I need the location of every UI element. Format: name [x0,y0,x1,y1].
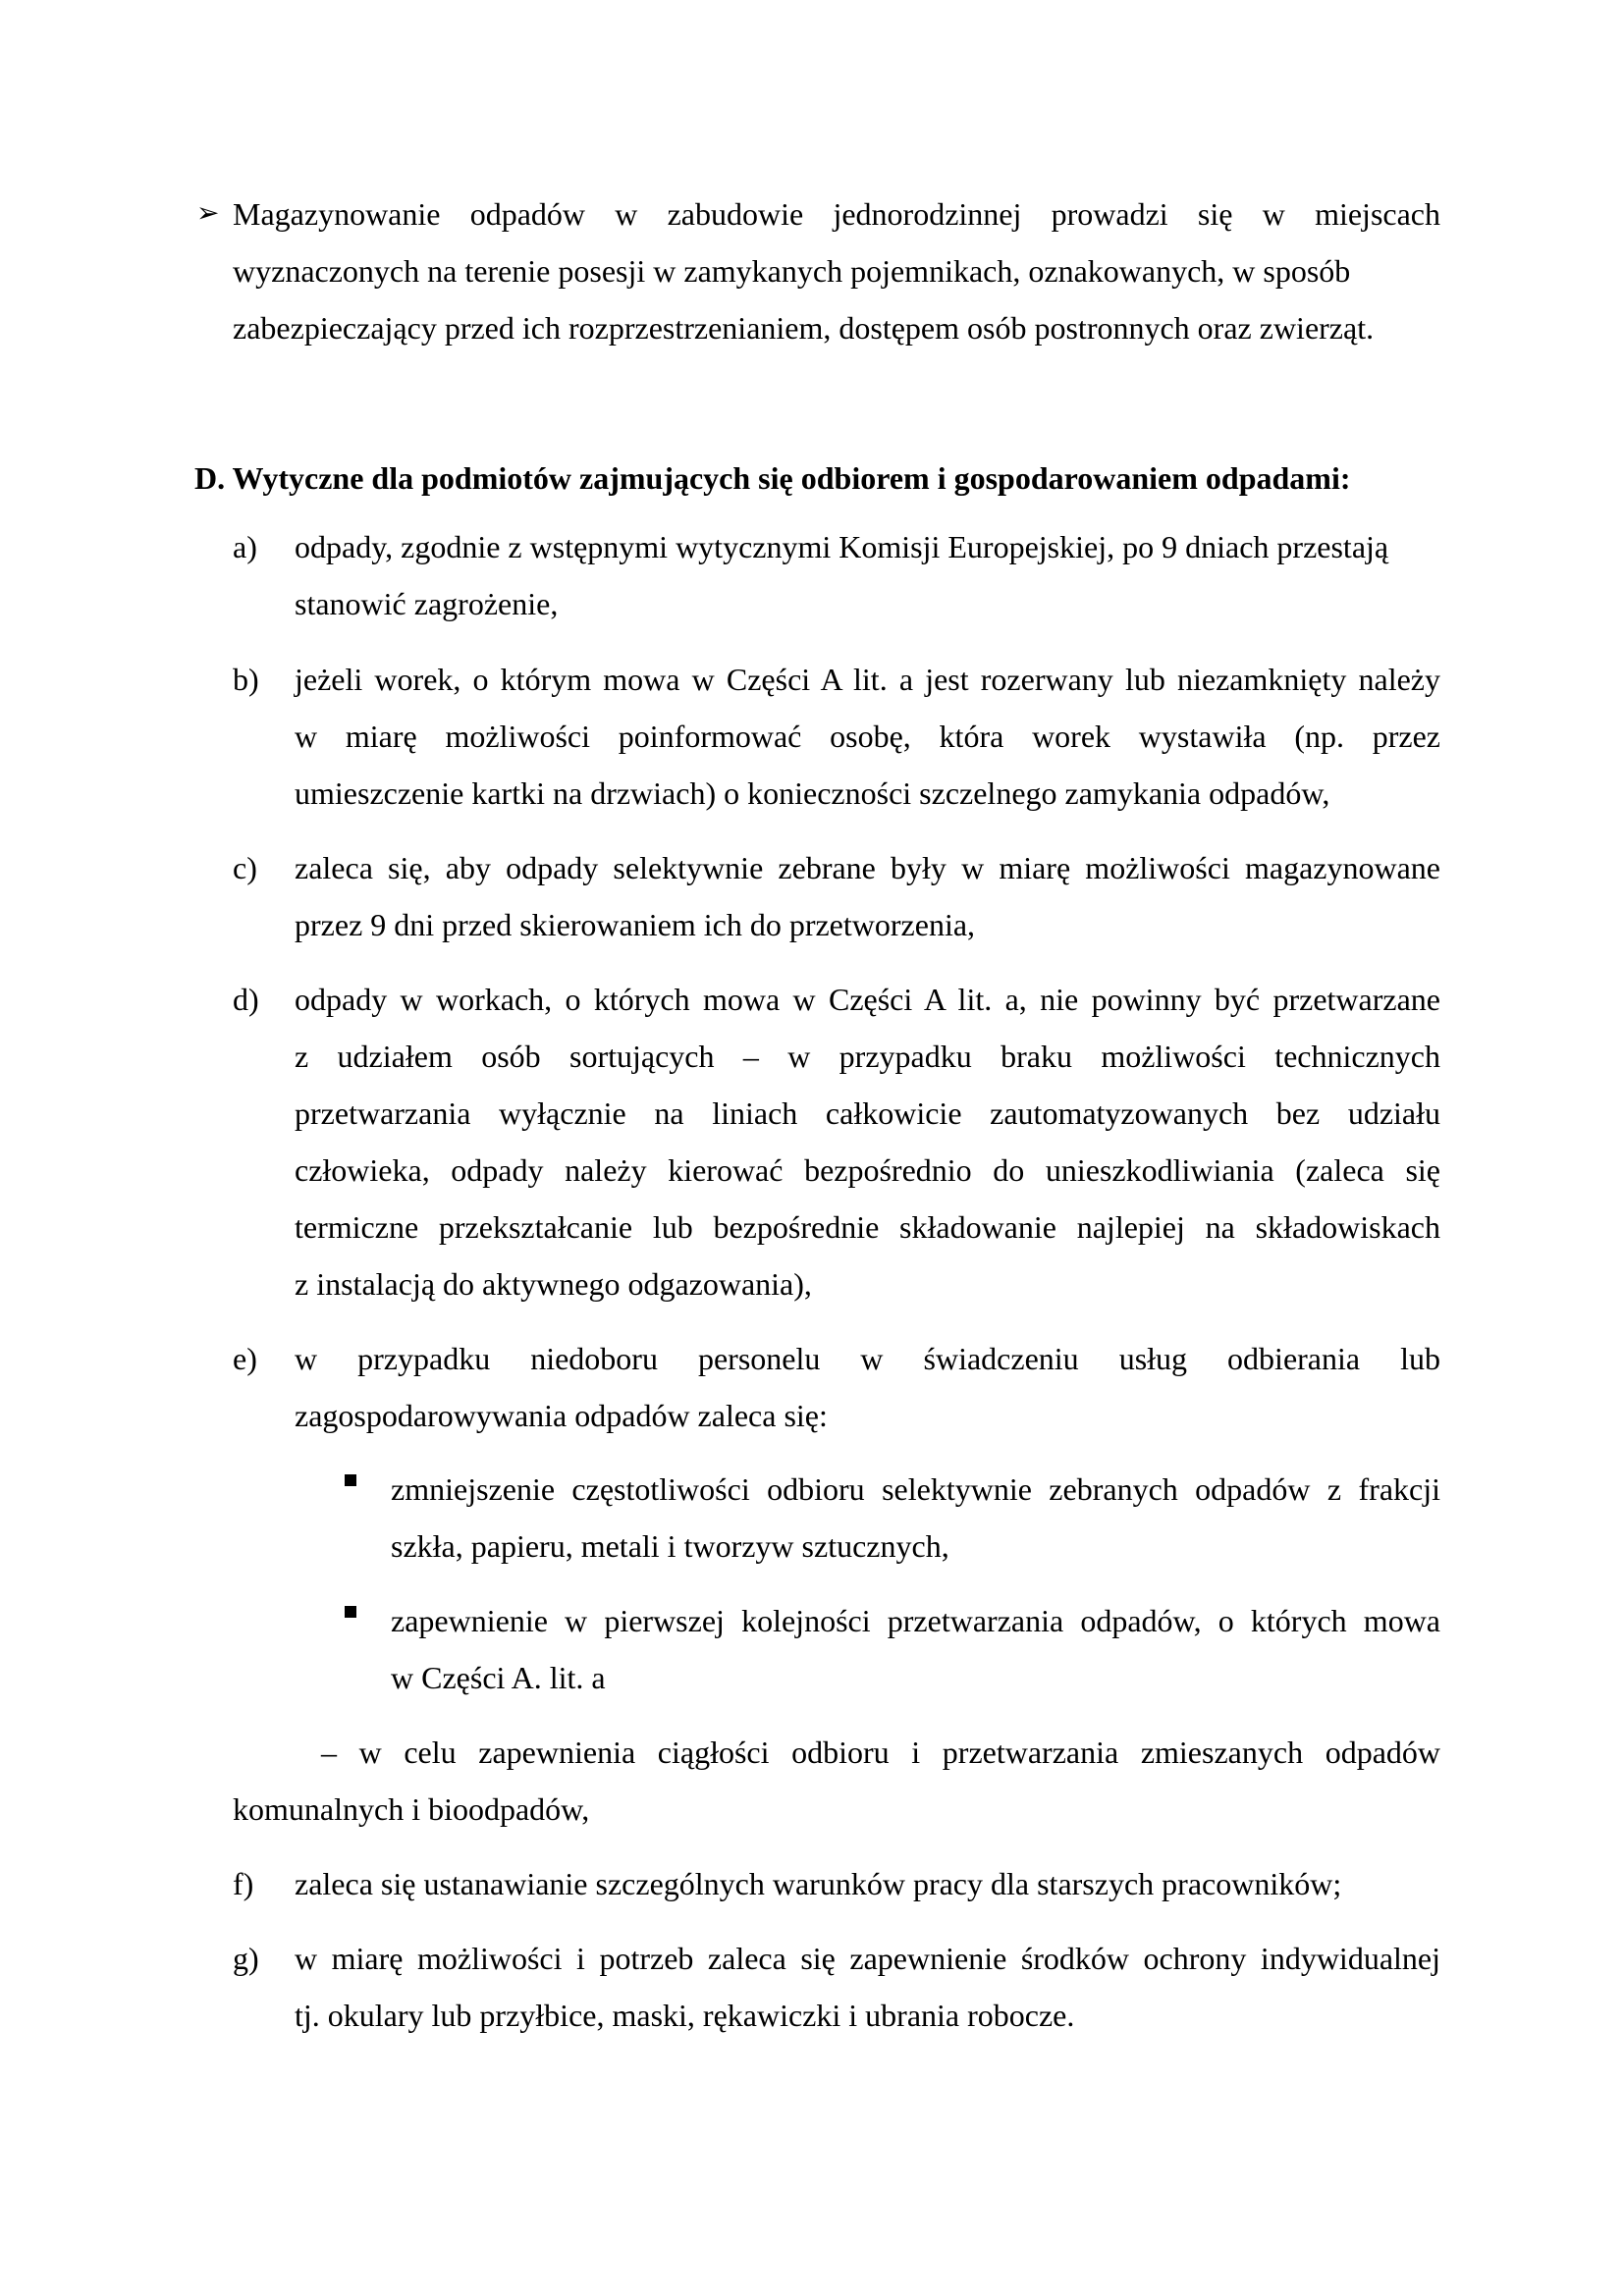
item-line: zaleca się, aby odpady selektywnie zebrane były w miarę możliwości magazynowane [295,850,1440,885]
intro-line: Magazynowanie odpadów w zabudowie jednorodzinnej prowadzi się w miejscach [233,196,1440,232]
item-marker: a) [233,529,257,564]
item-marker: b) [233,662,259,697]
section-heading: D. Wytyczne dla podmiotów zajmujących się odbiorem i gospodarowaniem odpadami: [194,460,1351,496]
item-marker: e) [233,1341,257,1376]
item-line: odpady, zgodnie z wstępnymi wytycznymi Komisji Europejskiej, po 9 dniach przestają [295,529,1389,564]
item-line: tj. okulary lub przyłbice, maski, rękawiczki i ubrania robocze. [295,1998,1075,2033]
subitem-line: w Części A. lit. a [391,1660,606,1695]
item-line: człowieka, odpady należy kierować bezpośrednio do unieszkodliwiania (zaleca się [295,1152,1440,1188]
subitem-line: zmniejszenie częstotliwości odbioru selektywnie zebranych odpadów z frakcji [391,1471,1440,1507]
item-line: w miarę możliwości i potrzeb zaleca się zapewnienie środków ochrony indywidualnej [295,1941,1440,1976]
subitem-line: szkła, papieru, metali i tworzyw sztucznych, [391,1528,949,1564]
continuation-line: – w celu zapewnienia ciągłości odbioru i przetwarzania zmieszanych odpadów [321,1735,1440,1770]
item-line: przez 9 dni przed skierowaniem ich do przetworzenia, [295,907,976,942]
item-line: w miarę możliwości poinformować osobę, która worek wystawiła (np. przez [295,719,1440,754]
item-line: umieszczenie kartki na drzwiach) o konieczności szczelnego zamykania odpadów, [295,775,1330,811]
item-line: stanowić zagrożenie, [295,586,559,621]
item-line: termiczne przekształcanie lub bezpośrednie składowanie najlepiej na składowiskach [295,1209,1440,1245]
intro-line: zabezpieczający przed ich rozprzestrzenianiem, dostępem osób postronnych oraz zwierząt. [233,310,1375,346]
subitem-line: zapewnienie w pierwszej kolejności przetwarzania odpadów, o których mowa [391,1603,1440,1638]
item-line: przetwarzania wyłącznie na liniach całkowicie zautomatyzowanych bez udziału [295,1095,1440,1131]
item-line: zagospodarowywania odpadów zaleca się: [295,1398,828,1433]
square-bullet-icon [345,1606,356,1618]
item-line: w przypadku niedoboru personelu w świadczeniu usług odbierania lub [295,1341,1440,1376]
item-line: zaleca się ustanawianie szczególnych warunków pracy dla starszych pracowników; [295,1866,1342,1901]
item-line: z udziałem osób sortujących – w przypadku braku możliwości technicznych [295,1039,1440,1074]
item-marker: g) [233,1941,259,1976]
square-bullet-icon [345,1474,356,1486]
item-marker: f) [233,1866,254,1901]
item-line: odpady w workach, o których mowa w Części A lit. a, nie powinny być przetwarzane [295,982,1440,1017]
arrow-right-icon: ➢ [196,196,220,229]
item-marker: c) [233,850,257,885]
item-line: z instalacją do aktywnego odgazowania), [295,1266,812,1302]
intro-line: wyznaczonych na terenie posesji w zamykanych pojemnikach, oznakowanych, w sposób [233,253,1351,289]
item-line: jeżeli worek, o którym mowa w Części A lit. a jest rozerwany lub niezamknięty należy [295,662,1440,697]
item-marker: d) [233,982,259,1017]
continuation-line: komunalnych i bioodpadów, [233,1791,590,1827]
